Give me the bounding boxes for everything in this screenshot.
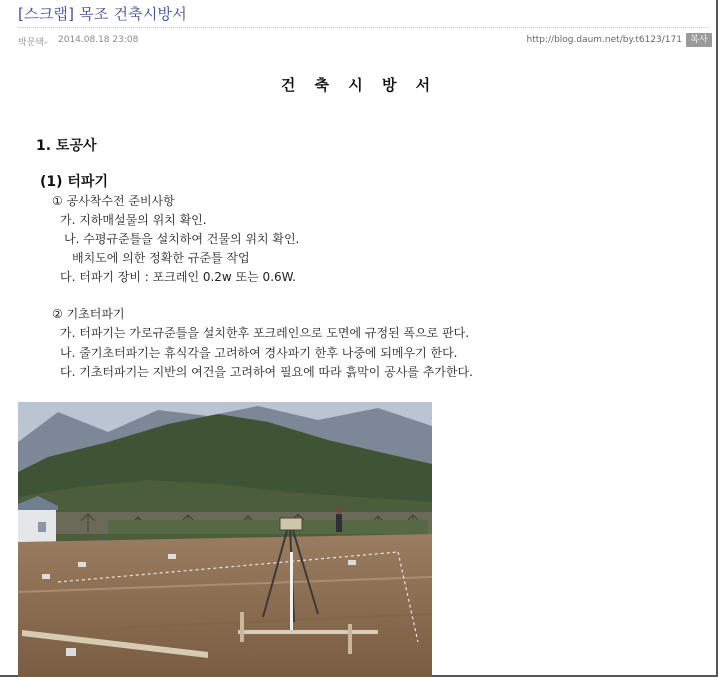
author-link[interactable]: 박문택- (18, 38, 48, 48)
document-title: 건 축 시 방 서 (280, 76, 438, 94)
item-line: 가. 지하매설물의 위치 확인. (60, 213, 207, 227)
item-heading: ① 공사착수전 준비사항 (52, 194, 175, 208)
post-date: 2014.08.18 23:08 (58, 35, 139, 45)
item-line: 나. 수평규준틀을 설치하여 건물의 위치 확인. (64, 232, 300, 246)
item-heading: ② 기초터파기 (52, 307, 125, 321)
item-line: 가. 터파기는 가로규준틀을 설치한후 포크레인으로 도면에 규정된 폭으로 판다. (60, 326, 470, 340)
item-line: 다. 터파기 장비 : 포크레인 0.2w 또는 0.6W. (60, 270, 296, 284)
section-heading: 1. 토공사 (36, 138, 97, 154)
title-divider (18, 27, 708, 28)
copy-button[interactable]: 복사 (686, 33, 712, 47)
item-line: 다. 기초터파기는 지반의 여건을 고려하여 필요에 따라 흙막이 공사를 추가한다. (60, 365, 473, 379)
post-meta (0, 32, 716, 50)
photo-illustration (18, 402, 432, 677)
item-line: 나. 줄기초터파기는 휴식각을 고려하여 경사파기 한후 나중에 되메우기 한다. (60, 346, 458, 360)
post-header (0, 0, 716, 28)
construction-site-photo (18, 402, 432, 677)
subsection-heading: (1) 터파기 (40, 174, 108, 190)
source-url-link[interactable]: http://blog.daum.net/by.t6123/171 (526, 35, 682, 45)
post-title-link[interactable]: [스크랩] 목조 건축시방서 (18, 5, 187, 23)
item-line: 배치도에 의한 정확한 규준틀 작업 (72, 251, 250, 265)
